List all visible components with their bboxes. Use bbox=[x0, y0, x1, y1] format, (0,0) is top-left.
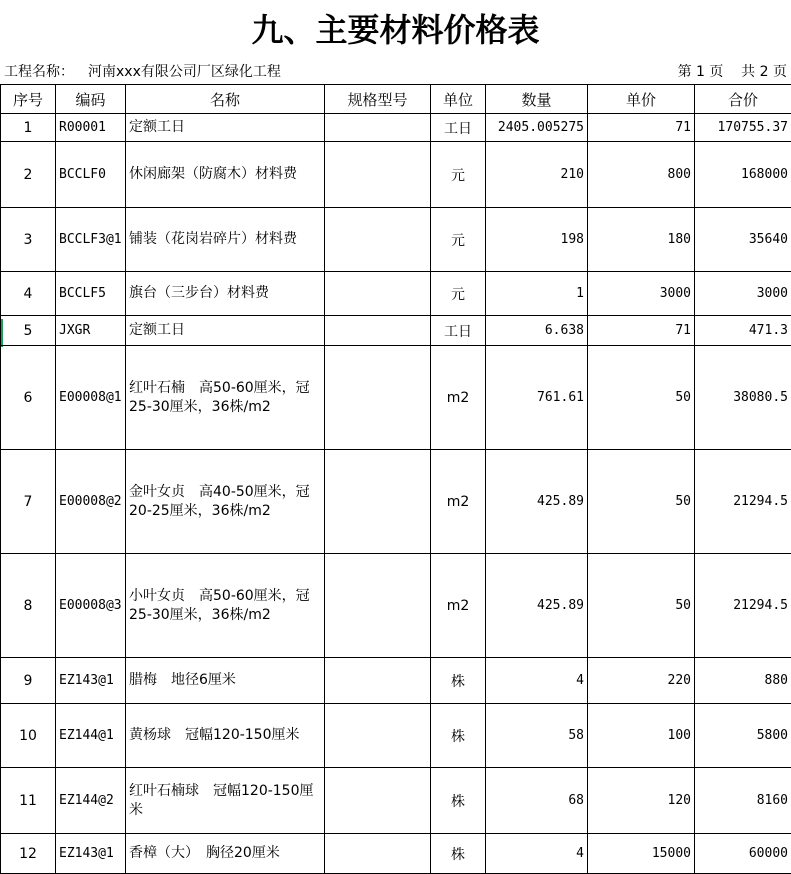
table-row bbox=[1, 142, 791, 208]
cell-no[interactable]: 7 bbox=[1, 450, 56, 554]
cell-code[interactable]: BCCLF0 bbox=[56, 142, 126, 208]
cell-spec[interactable] bbox=[325, 346, 431, 450]
cell-code[interactable]: EZ143@1 bbox=[56, 834, 126, 874]
cell-qty[interactable]: 761.61 bbox=[486, 346, 588, 450]
table-row bbox=[1, 272, 791, 316]
cell-total[interactable]: 35640 bbox=[695, 208, 791, 272]
project-label: 工程名称： bbox=[4, 64, 74, 80]
cell-price[interactable]: 120 bbox=[588, 768, 695, 834]
cell-spec[interactable] bbox=[325, 834, 431, 874]
cell-total[interactable]: 880 bbox=[695, 658, 791, 704]
col-header-name[interactable]: 名称 bbox=[126, 85, 325, 114]
cell-price[interactable]: 3000 bbox=[588, 272, 695, 316]
cell-price[interactable]: 50 bbox=[588, 450, 695, 554]
cell-name[interactable]: 旗台（三步台）材料费 bbox=[126, 272, 325, 316]
cell-total[interactable]: 3000 bbox=[695, 272, 791, 316]
table-row bbox=[1, 704, 791, 768]
cell-name[interactable]: 香樟（大） 胸径20厘米 bbox=[126, 834, 325, 874]
cell-no[interactable]: 5 bbox=[1, 316, 56, 346]
cell-code[interactable]: EZ143@1 bbox=[56, 658, 126, 704]
cell-code[interactable]: BCCLF3@1 bbox=[56, 208, 126, 272]
cell-no[interactable]: 3 bbox=[1, 208, 56, 272]
cell-no[interactable]: 1 bbox=[1, 114, 56, 142]
table-row bbox=[1, 834, 791, 874]
cell-total[interactable]: 21294.5 bbox=[695, 554, 791, 658]
table-row bbox=[1, 346, 791, 450]
cell-spec[interactable] bbox=[325, 114, 431, 142]
document-meta bbox=[0, 61, 791, 83]
cell-total[interactable]: 471.3 bbox=[695, 316, 791, 346]
cell-name[interactable]: 腊梅 地径6厘米 bbox=[126, 658, 325, 704]
cell-unit[interactable]: 工日 bbox=[431, 114, 486, 142]
page-indicator: 第 1 页 共 2 页 bbox=[678, 61, 787, 83]
col-header-total[interactable]: 合价 bbox=[695, 85, 791, 114]
cell-qty[interactable]: 425.89 bbox=[486, 554, 588, 658]
cell-name[interactable]: 黄杨球 冠幅120-150厘米 bbox=[126, 704, 325, 768]
col-header-price[interactable]: 单价 bbox=[588, 85, 695, 114]
cell-no[interactable]: 2 bbox=[1, 142, 56, 208]
table-row bbox=[1, 768, 791, 834]
cell-qty[interactable]: 198 bbox=[486, 208, 588, 272]
table-row bbox=[1, 658, 791, 704]
cell-total[interactable]: 60000 bbox=[695, 834, 791, 874]
cell-total[interactable]: 5800 bbox=[695, 704, 791, 768]
cell-total[interactable]: 38080.5 bbox=[695, 346, 791, 450]
cell-price[interactable]: 71 bbox=[588, 114, 695, 142]
cell-qty[interactable]: 2405.005275 bbox=[486, 114, 588, 142]
col-header-code[interactable]: 编码 bbox=[56, 85, 126, 114]
cell-qty[interactable]: 4 bbox=[486, 658, 588, 704]
cell-spec[interactable] bbox=[325, 450, 431, 554]
cell-name[interactable]: 小叶女贞 高50-60厘米，冠25-30厘米，36株/m2 bbox=[126, 554, 325, 658]
cell-name[interactable]: 金叶女贞 高40-50厘米，冠20-25厘米，36株/m2 bbox=[126, 450, 325, 554]
cell-qty[interactable]: 4 bbox=[486, 834, 588, 874]
cell-qty[interactable]: 1 bbox=[486, 272, 588, 316]
cell-qty[interactable]: 58 bbox=[486, 704, 588, 768]
cell-no[interactable]: 10 bbox=[1, 704, 56, 768]
cell-name[interactable]: 休闲廊架（防腐木）材料费 bbox=[126, 142, 325, 208]
cell-no[interactable]: 11 bbox=[1, 768, 56, 834]
cell-unit[interactable]: m2 bbox=[431, 554, 486, 658]
cell-qty[interactable]: 425.89 bbox=[486, 450, 588, 554]
cell-code[interactable]: E00008@1 bbox=[56, 346, 126, 450]
col-header-qty[interactable]: 数量 bbox=[486, 85, 588, 114]
cell-unit[interactable]: 元 bbox=[431, 208, 486, 272]
project-name: 河南xxx有限公司厂区绿化工程 bbox=[88, 64, 281, 80]
cell-unit[interactable]: 株 bbox=[431, 834, 486, 874]
cell-no[interactable]: 6 bbox=[1, 346, 56, 450]
col-header-unit[interactable]: 单位 bbox=[431, 85, 486, 114]
cell-price[interactable]: 50 bbox=[588, 554, 695, 658]
cell-code[interactable]: EZ144@2 bbox=[56, 768, 126, 834]
cell-spec[interactable] bbox=[325, 272, 431, 316]
table-row bbox=[1, 316, 791, 346]
cell-name[interactable]: 定额工日 bbox=[126, 316, 325, 346]
cell-unit[interactable]: 元 bbox=[431, 142, 486, 208]
cell-code[interactable]: BCCLF5 bbox=[56, 272, 126, 316]
cell-code[interactable]: E00008@3 bbox=[56, 554, 126, 658]
cell-no[interactable]: 4 bbox=[1, 272, 56, 316]
cell-total[interactable]: 21294.5 bbox=[695, 450, 791, 554]
cell-spec[interactable] bbox=[325, 554, 431, 658]
cell-qty[interactable]: 68 bbox=[486, 768, 588, 834]
cell-unit[interactable]: m2 bbox=[431, 346, 486, 450]
cell-no[interactable]: 8 bbox=[1, 554, 56, 658]
cell-no[interactable]: 12 bbox=[1, 834, 56, 874]
cell-spec[interactable] bbox=[325, 768, 431, 834]
table-row bbox=[1, 208, 791, 272]
cell-code[interactable]: EZ144@1 bbox=[56, 704, 126, 768]
cell-unit[interactable]: 株 bbox=[431, 704, 486, 768]
cell-no[interactable]: 9 bbox=[1, 658, 56, 704]
table-row bbox=[1, 450, 791, 554]
col-header-no[interactable]: 序号 bbox=[1, 85, 56, 114]
cell-name[interactable]: 铺装（花岗岩碎片）材料费 bbox=[126, 208, 325, 272]
cell-spec[interactable] bbox=[325, 142, 431, 208]
cell-unit[interactable]: m2 bbox=[431, 450, 486, 554]
cell-spec[interactable] bbox=[325, 208, 431, 272]
cell-total[interactable]: 170755.37 bbox=[695, 114, 791, 142]
table-row bbox=[1, 554, 791, 658]
cell-name[interactable]: 定额工日 bbox=[126, 114, 325, 142]
cell-qty[interactable]: 210 bbox=[486, 142, 588, 208]
cell-price[interactable]: 220 bbox=[588, 658, 695, 704]
cell-unit[interactable]: 元 bbox=[431, 272, 486, 316]
cell-total[interactable]: 168000 bbox=[695, 142, 791, 208]
cell-unit[interactable]: 株 bbox=[431, 658, 486, 704]
cell-code[interactable]: R00001 bbox=[56, 114, 126, 142]
cell-code[interactable]: E00008@2 bbox=[56, 450, 126, 554]
project-info bbox=[4, 61, 281, 83]
cell-qty[interactable]: 6.638 bbox=[486, 316, 588, 346]
cell-price[interactable]: 15000 bbox=[588, 834, 695, 874]
cell-code[interactable]: JXGR bbox=[56, 316, 126, 346]
col-header-spec[interactable]: 规格型号 bbox=[325, 85, 431, 114]
cell-price[interactable]: 800 bbox=[588, 142, 695, 208]
materials-price-table bbox=[0, 84, 791, 874]
cell-spec[interactable] bbox=[325, 704, 431, 768]
cell-spec[interactable] bbox=[325, 658, 431, 704]
table-row bbox=[1, 114, 791, 142]
cell-price[interactable]: 180 bbox=[588, 208, 695, 272]
page-title: 九、主要材料价格表 bbox=[0, 8, 791, 52]
cell-name[interactable]: 红叶石楠 高50-60厘米，冠25-30厘米，36株/m2 bbox=[126, 346, 325, 450]
cell-total[interactable]: 8160 bbox=[695, 768, 791, 834]
cell-name[interactable]: 红叶石楠球 冠幅120-150厘米 bbox=[126, 768, 325, 834]
cell-unit[interactable]: 工日 bbox=[431, 316, 486, 346]
table-header-row bbox=[1, 85, 791, 114]
cell-price[interactable]: 100 bbox=[588, 704, 695, 768]
cell-spec[interactable] bbox=[325, 316, 431, 346]
cell-price[interactable]: 71 bbox=[588, 316, 695, 346]
cell-unit[interactable]: 株 bbox=[431, 768, 486, 834]
cell-price[interactable]: 50 bbox=[588, 346, 695, 450]
